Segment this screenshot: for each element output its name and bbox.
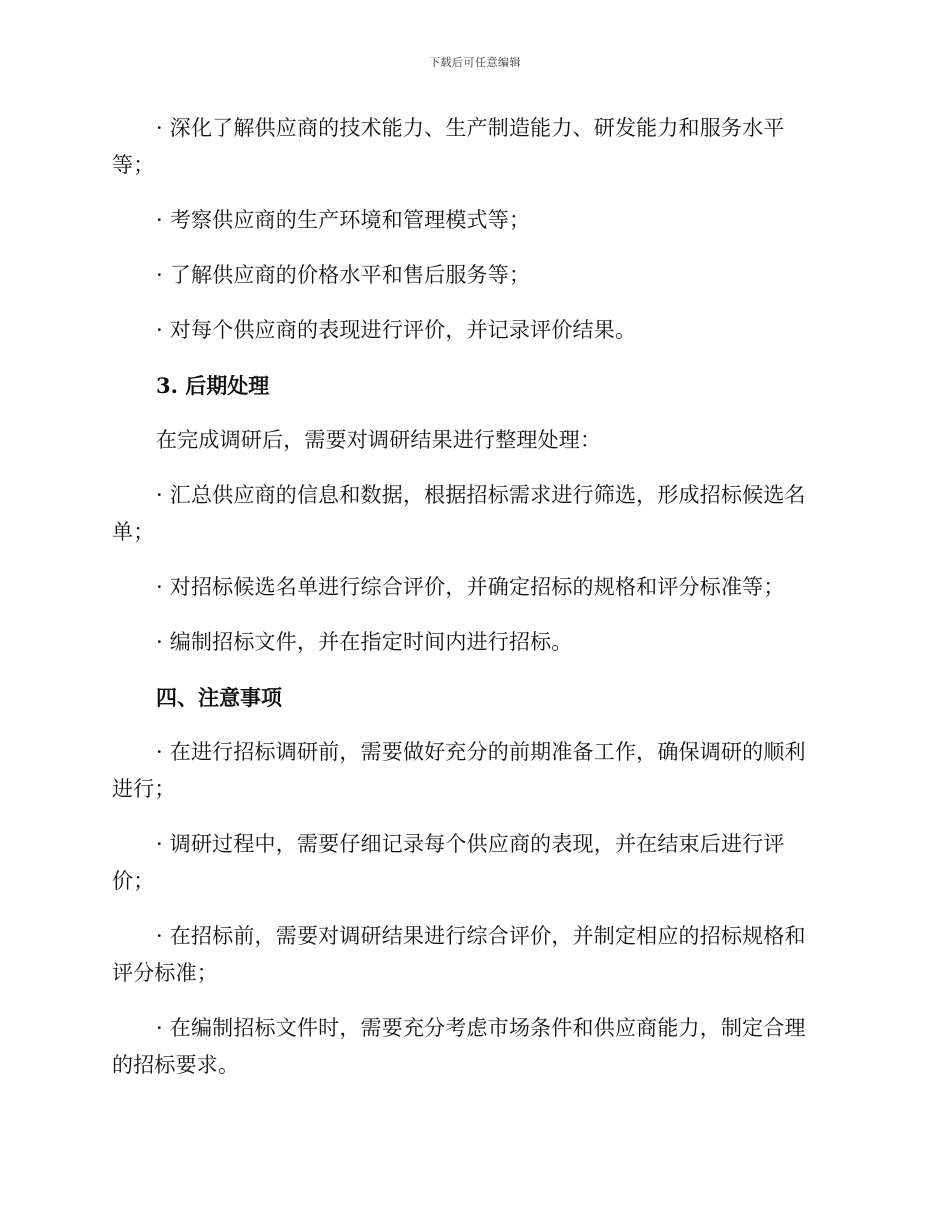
bullet-item: · 在编制招标文件时，需要充分考虑市场条件和供应商能力，制定合理的招标要求。 xyxy=(112,1016,806,1077)
document-body xyxy=(112,110,824,1102)
bullet-item: · 对每个供应商的表现进行评价，并记录评价结果。 xyxy=(156,318,637,342)
paragraph: 在完成调研后，需要对调研结果进行整理处理： xyxy=(156,428,602,452)
page-header: 下载后可任意编辑 xyxy=(429,56,521,69)
bullet-item: · 汇总供应商的信息和数据，根据招标需求进行筛选，形成招标候选名单； xyxy=(112,483,806,544)
bullet-item: · 对招标候选名单进行综合评价，并确定招标的规格和评分标准等； xyxy=(156,575,785,599)
bullet-item: · 在招标前，需要对调研结果进行综合评价，并制定相应的招标规格和评分标准； xyxy=(112,924,806,985)
bullet-item: · 调研过程中，需要仔细记录每个供应商的表现，并在结束后进行评价； xyxy=(112,832,785,893)
bullet-item: · 考察供应商的生产环境和管理模式等； xyxy=(156,208,531,232)
section-heading-notes: 四、注意事项 xyxy=(156,685,282,710)
bullet-item: · 了解供应商的价格水平和售后服务等； xyxy=(156,263,531,287)
section-heading-post-processing: 3. 后期处理 xyxy=(156,373,270,398)
bullet-item: · 编制招标文件，并在指定时间内进行招标。 xyxy=(156,630,573,654)
bullet-item: · 在进行招标调研前，需要做好充分的前期准备工作，确保调研的顺利进行； xyxy=(112,740,806,801)
bullet-item: · 深化了解供应商的技术能力、生产制造能力、研发能力和服务水平等； xyxy=(112,116,785,177)
